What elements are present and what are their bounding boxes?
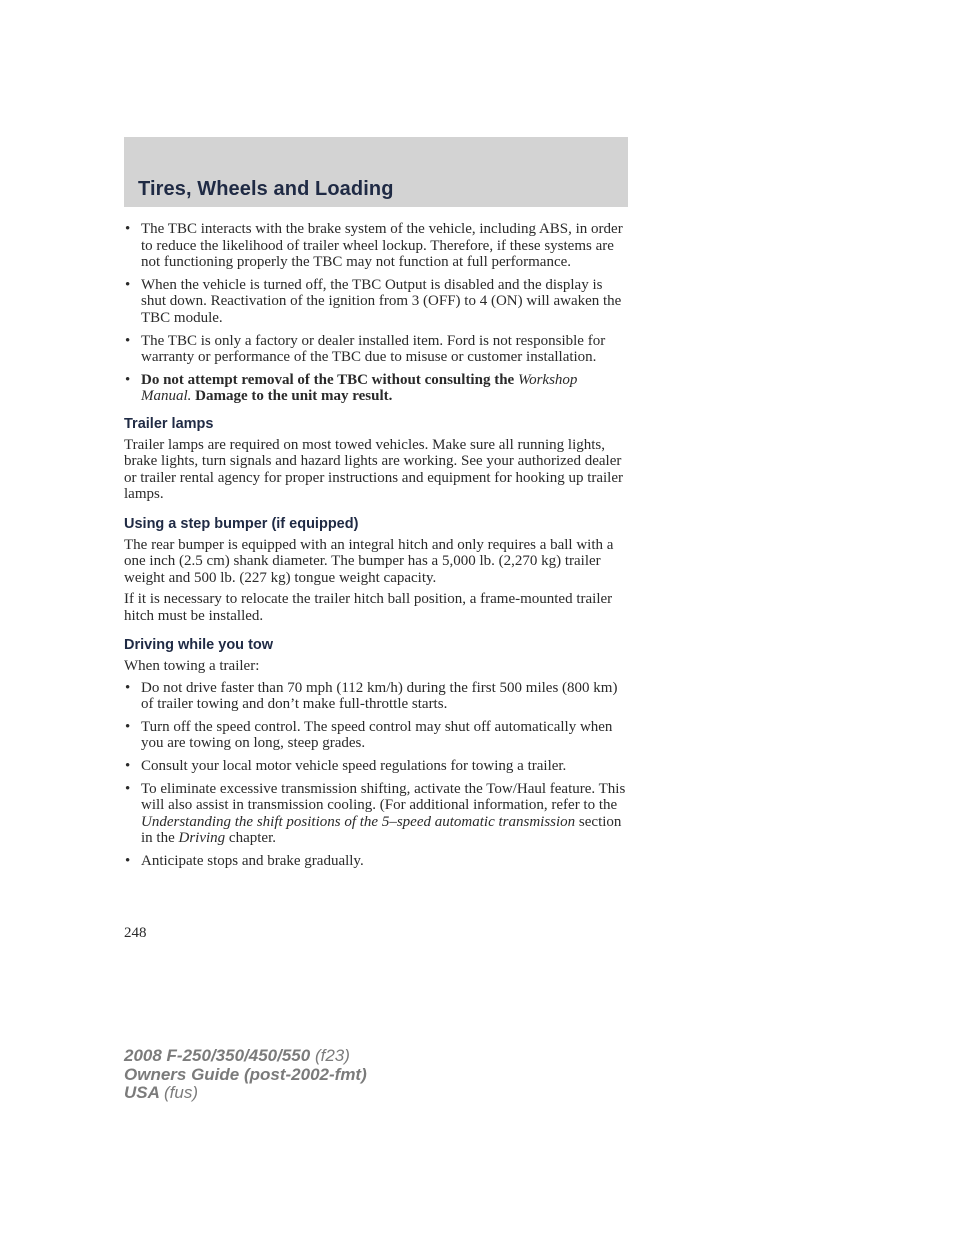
- driving-intro: When towing a trailer:: [124, 658, 260, 675]
- driving-bullet-list: [124, 680, 628, 870]
- list-item: • The TBC interacts with the brake system of the vehicle, including ABS, in order to reduce the likelihood of trailer wheel lockup. Therefore, if these systems are not functioning properly the TBC may not function at full performance.: [124, 221, 628, 271]
- page-number: 248: [124, 925, 147, 941]
- page-content: [124, 221, 628, 876]
- shift-positions-ref: Understanding the shift positions of the 5–speed automatic transmission: [141, 813, 576, 830]
- list-item: • To eliminate excessive transmission shifting, activate the Tow/Haul feature. This will also assist in transmission cooling. (For additional information, refer to the Understanding the shift positions of the 5–speed automatic transmission section in the Driving chapter.: [124, 781, 628, 847]
- tbc-bullet-list: [124, 221, 628, 405]
- warning-text-b: Damage to the unit may result.: [195, 388, 393, 405]
- footer-model-line: 2008 F-250/350/450/550 (f23): [124, 1046, 350, 1065]
- list-item-warning: [124, 372, 628, 405]
- section-title: Tires, Wheels and Loading: [138, 178, 394, 200]
- section-header-band: [124, 137, 628, 207]
- heading-driving-tow: Driving while you tow: [124, 637, 274, 654]
- step-bumper-body-2: If it is necessary to relocate the trailer hitch ball position, a frame-mounted trailer hitch must be installed.: [124, 591, 613, 624]
- warning-text-a: Do not attempt removal of the TBC without consulting the: [141, 371, 515, 388]
- list-item: • The TBC is only a factory or dealer installed item. Ford is not responsible for warranty or performance of the TBC due to misuse or customer installation.: [124, 333, 628, 366]
- heading-trailer-lamps: Trailer lamps: [124, 415, 214, 432]
- list-item: • Anticipate stops and brake gradually.: [124, 853, 628, 870]
- footer-market-line: USA (fus): [124, 1083, 198, 1102]
- workshop-manual-ref: Workshop Manual.: [141, 371, 578, 405]
- list-item: • When the vehicle is turned off, the TBC Output is disabled and the display is shut down. Reactivation of the ignition from 3 (OFF) to 4 (ON) will awaken the TBC module.: [124, 277, 628, 327]
- list-item: • Do not drive faster than 70 mph (112 km/h) during the first 500 miles (800 km) of trailer towing and don’t make full-throttle starts.: [124, 680, 628, 713]
- list-item: • Turn off the speed control. The speed control may shut off automatically when you are towing on long, steep grades.: [124, 719, 628, 752]
- driving-chapter-ref: Driving: [178, 830, 226, 847]
- trailer-lamps-body: Trailer lamps are required on most towed vehicles. Make sure all running lights, brake lights, turn signals and hazard lights are working. See your authorized dealer or trailer rental agency for proper instructions and equipment for hooking up trailer lamps.: [124, 436, 623, 503]
- document-footer: [124, 1047, 367, 1103]
- heading-step-bumper: Using a step bumper (if equipped): [124, 515, 359, 532]
- list-item: • Consult your local motor vehicle speed regulations for towing a trailer.: [124, 758, 628, 775]
- step-bumper-body-1: The rear bumper is equipped with an integral hitch and only requires a ball with a one inch (2.5 cm) shank diameter. The bumper has a 5,000 lb. (2,270 kg) trailer weight and 500 lb. (227 kg) tongue weight capacity.: [124, 536, 614, 586]
- footer-guide-line: Owners Guide (post-2002-fmt): [124, 1064, 367, 1084]
